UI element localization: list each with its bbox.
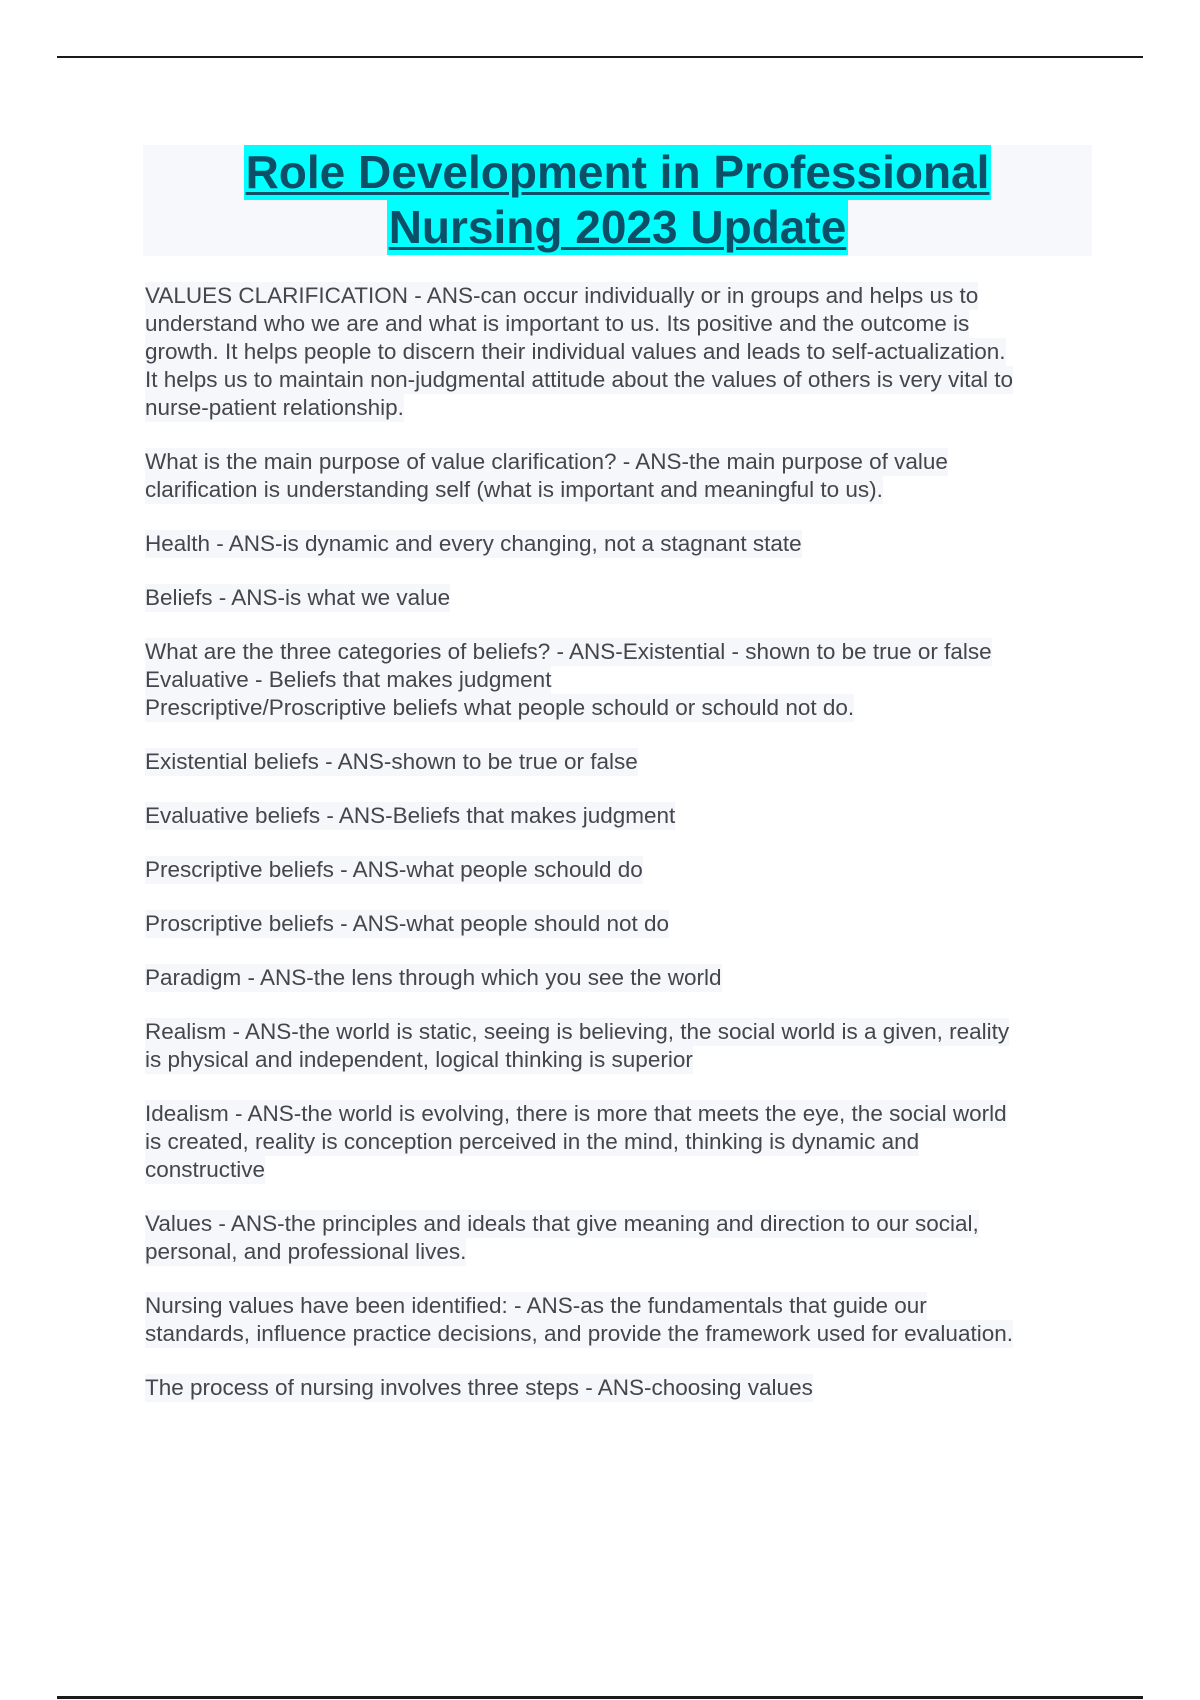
qa-entry	[145, 802, 1105, 830]
entry-line: Proscriptive beliefs - ANS-what people should not do	[145, 911, 670, 936]
bottom-rule	[57, 1696, 1143, 1699]
entry-line: Prescriptive beliefs - ANS-what people schould do	[145, 857, 643, 882]
entry-line: clarification is understanding self (what is important and meaningful to us).	[145, 477, 883, 502]
entry-line: Values - ANS-the principles and ideals that give meaning and direction to our social,	[145, 1211, 979, 1236]
title-text: Nursing 2023 Update	[388, 201, 847, 253]
qa-entry	[145, 448, 1105, 504]
entry-line: constructive	[145, 1157, 266, 1182]
qa-entry	[145, 964, 1105, 992]
qa-entry	[145, 1292, 1105, 1348]
entry-line: Realism - ANS-the world is static, seeing is believing, the social world is a given, reality	[145, 1019, 1010, 1044]
entry-line: Nursing values have been identified: - ANS-as the fundamentals that guide our	[145, 1293, 927, 1318]
entry-line: Beliefs - ANS-is what we value	[145, 585, 451, 610]
qa-entry	[145, 1018, 1105, 1074]
entry-line: The process of nursing involves three steps - ANS-choosing values	[145, 1375, 813, 1400]
qa-entry	[145, 584, 1105, 612]
qa-entry	[145, 748, 1105, 776]
qa-entry	[145, 1210, 1105, 1266]
qa-entry	[145, 1100, 1105, 1184]
entry-line: It helps us to maintain non-judgmental attitude about the values of others is very vital to	[145, 367, 1013, 392]
qa-entry	[145, 638, 1105, 722]
entry-line: personal, and professional lives.	[145, 1239, 467, 1264]
entry-line: Evaluative - Beliefs that makes judgment	[145, 667, 552, 692]
entry-line: Health - ANS-is dynamic and every changing, not a stagnant state	[145, 531, 802, 556]
entry-line: understand who we are and what is important to us. Its positive and the outcome is	[145, 311, 970, 336]
entry-line: Evaluative beliefs - ANS-Beliefs that makes judgment	[145, 803, 676, 828]
entry-line: is created, reality is conception perceived in the mind, thinking is dynamic and	[145, 1129, 920, 1154]
entry-line: What are the three categories of beliefs? - ANS-Existential - shown to be true or false	[145, 639, 992, 664]
qa-entry	[145, 910, 1105, 938]
entry-line: Prescriptive/Proscriptive beliefs what people schould or schould not do.	[145, 695, 855, 720]
entry-line: nurse-patient relationship.	[145, 395, 404, 420]
qa-entry	[145, 282, 1105, 422]
title-text: Role Development in Professional	[245, 146, 990, 198]
top-rule	[57, 56, 1143, 58]
entry-line: standards, influence practice decisions, and provide the framework used for evaluation.	[145, 1321, 1013, 1346]
document-body	[145, 282, 1105, 1428]
qa-entry	[145, 856, 1105, 884]
entry-line: Existential beliefs - ANS-shown to be true or false	[145, 749, 638, 774]
entry-line: VALUES CLARIFICATION - ANS-can occur individually or in groups and helps us to	[145, 283, 979, 308]
entry-line: What is the main purpose of value clarification? - ANS-the main purpose of value	[145, 449, 948, 474]
document-title	[143, 145, 1092, 256]
entry-line: Idealism - ANS-the world is evolving, there is more that meets the eye, the social world	[145, 1101, 1007, 1126]
qa-entry	[145, 1374, 1105, 1402]
title-line-2	[143, 200, 1092, 255]
title-line-1	[143, 145, 1092, 200]
entry-line: Paradigm - ANS-the lens through which you see the world	[145, 965, 722, 990]
entry-line: growth. It helps people to discern their individual values and leads to self-actualization.	[145, 339, 1006, 364]
entry-line: is physical and independent, logical thinking is superior	[145, 1047, 693, 1072]
qa-entry	[145, 530, 1105, 558]
